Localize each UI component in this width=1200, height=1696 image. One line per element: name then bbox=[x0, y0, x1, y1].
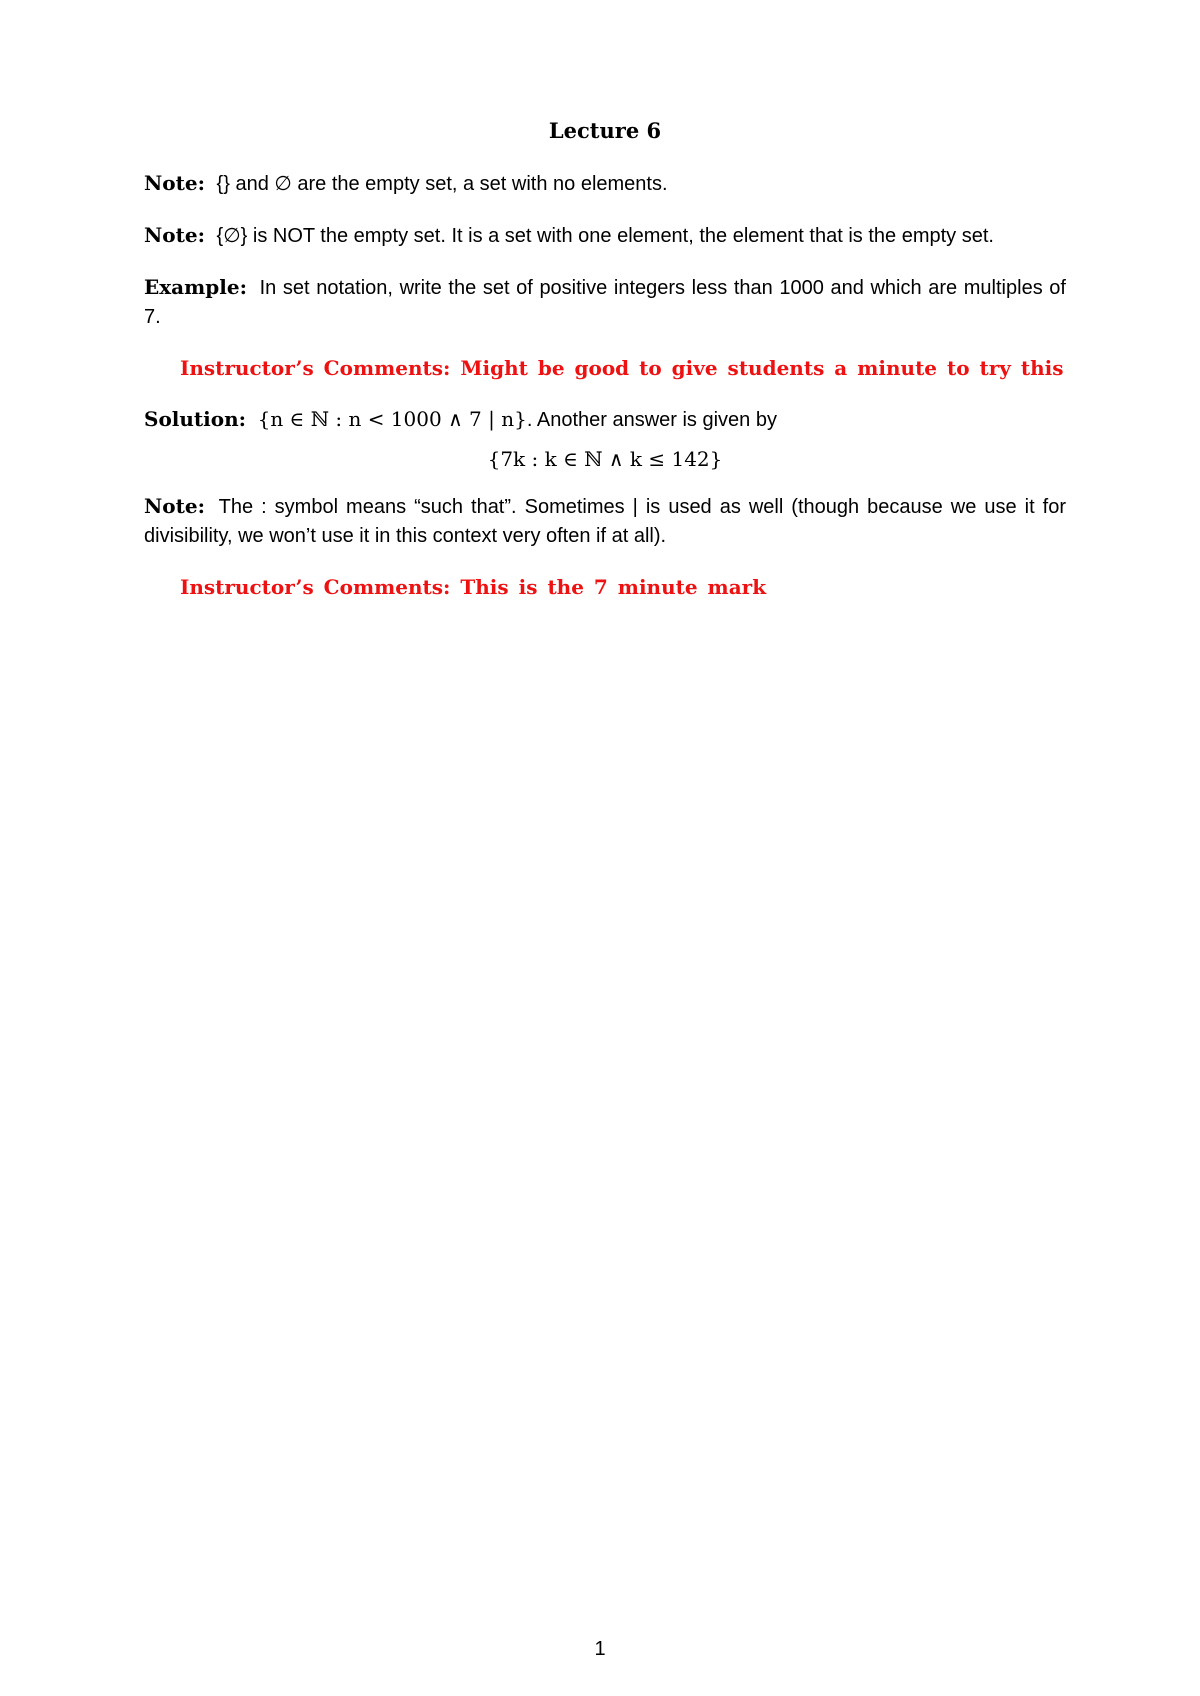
note-text: {∅} is NOT the empty set. It is a set with one element, the element that is the empty set. bbox=[216, 225, 994, 247]
note-label: Note: bbox=[144, 494, 205, 518]
note-empty-set bbox=[144, 169, 1066, 199]
instructor-comment-try: Instructor’s Comments: Might be good to give students a minute to try this bbox=[180, 356, 1064, 380]
note-label: Note: bbox=[144, 223, 205, 247]
solution-label: Solution: bbox=[144, 407, 247, 431]
lecture-title: Lecture 6 bbox=[548, 118, 662, 143]
alternate-answer-math: {7k : k ∈ ℕ ∧ k ≤ 142} bbox=[487, 447, 723, 471]
page-number: 1 bbox=[594, 1638, 606, 1660]
example-label: Example: bbox=[144, 275, 247, 299]
page-content bbox=[144, 116, 1066, 624]
example-paragraph bbox=[144, 273, 1066, 332]
solution-paragraph bbox=[144, 405, 1066, 435]
note-such-that bbox=[144, 492, 1066, 551]
note-text: The : symbol means “such that”. Sometimes | is used as well (though because we use it for divisibility, we won’t use it in this context very often if at all). bbox=[144, 496, 1066, 547]
note-set-of-empty-set bbox=[144, 221, 1066, 251]
instructor-comment-time: Instructor’s Comments: This is the 7 minute mark bbox=[180, 575, 767, 599]
note-label: Note: bbox=[144, 171, 205, 195]
solution-text: . Another answer is given by bbox=[526, 409, 777, 431]
note-text: {} and ∅ are the empty set, a set with no elements. bbox=[216, 173, 668, 195]
solution-set-notation: {n ∈ ℕ : n < 1000 ∧ 7 | n} bbox=[257, 407, 527, 431]
example-text: In set notation, write the set of positive integers less than 1000 and which are multiples of 7. bbox=[144, 277, 1066, 328]
